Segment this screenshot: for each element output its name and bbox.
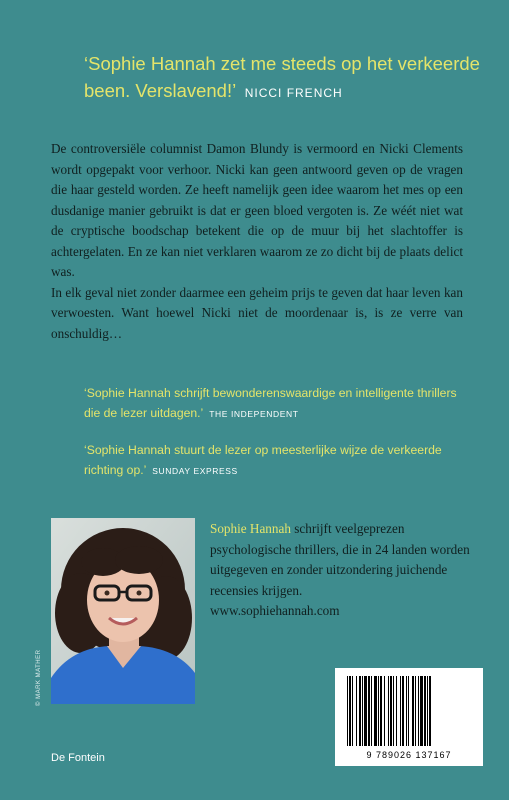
- barcode: [335, 668, 483, 766]
- review-quote-text: ‘Sophie Hannah schrijft bewonderenswaardige en intelligente thrillers die de lezer uitdagen.’: [84, 386, 457, 420]
- main-quote-attribution: NICCI FRENCH: [244, 86, 343, 100]
- photo-credit: © MARK MATHER: [36, 649, 42, 706]
- author-name: Sophie Hannah: [210, 521, 291, 536]
- review-quote-attribution: SUNDAY EXPRESS: [152, 466, 238, 476]
- main-quote: [84, 50, 484, 107]
- author-bio: [210, 519, 480, 622]
- barcode-bars: [345, 676, 473, 748]
- author-bio-text: schrijft veelgeprezen psychologische thrillers, die in 24 landen worden uitgegeven en zonder uitzondering juichende recensies krijgen.: [210, 521, 470, 598]
- main-quote-text: ‘Sophie Hannah zet me steeds op het verkeerde been. Verslavend!’: [84, 53, 480, 101]
- author-photo: [51, 518, 195, 704]
- review-quote-text: ‘Sophie Hannah stuurt de lezer op meesterlijke wijze de verkeerde richting op.’: [84, 443, 442, 477]
- book-blurb: [51, 139, 463, 344]
- review-quote-attribution: THE INDEPENDENT: [209, 409, 299, 419]
- author-website: www.sophiehannah.com: [210, 603, 340, 618]
- isbn-number: 9 789026 137167: [366, 750, 452, 760]
- review-quote: [84, 383, 474, 424]
- blurb-paragraph: De controversiële columnist Damon Blundy is vermoord en Nicki Clements wordt opgepakt voor verhoor. Nicki kan geen antwoord geven op de vragen die haar gesteld worden. Ze heeft namelijk geen idee waarom het mes op een dusdanige manier gebruikt is dat er geen bloed vergoten is. Ze wéét niet wat de cryptische boodschap betekent die op de muur bij het slachtoffer is achtergelaten. En ze kan niet verklaren waarom ze zo dicht bij de plaats delict was.: [51, 141, 463, 279]
- review-quote: [84, 440, 484, 481]
- author-portrait-image: [51, 518, 195, 704]
- publisher-name: De Fontein: [51, 752, 105, 764]
- blurb-paragraph: In elk geval niet zonder daarmee een geheim prijs te geven dat haar leven kan verwoesten. Want hoewel Nicki niet de moordenaar is, is ze verre van onschuldig…: [51, 284, 463, 341]
